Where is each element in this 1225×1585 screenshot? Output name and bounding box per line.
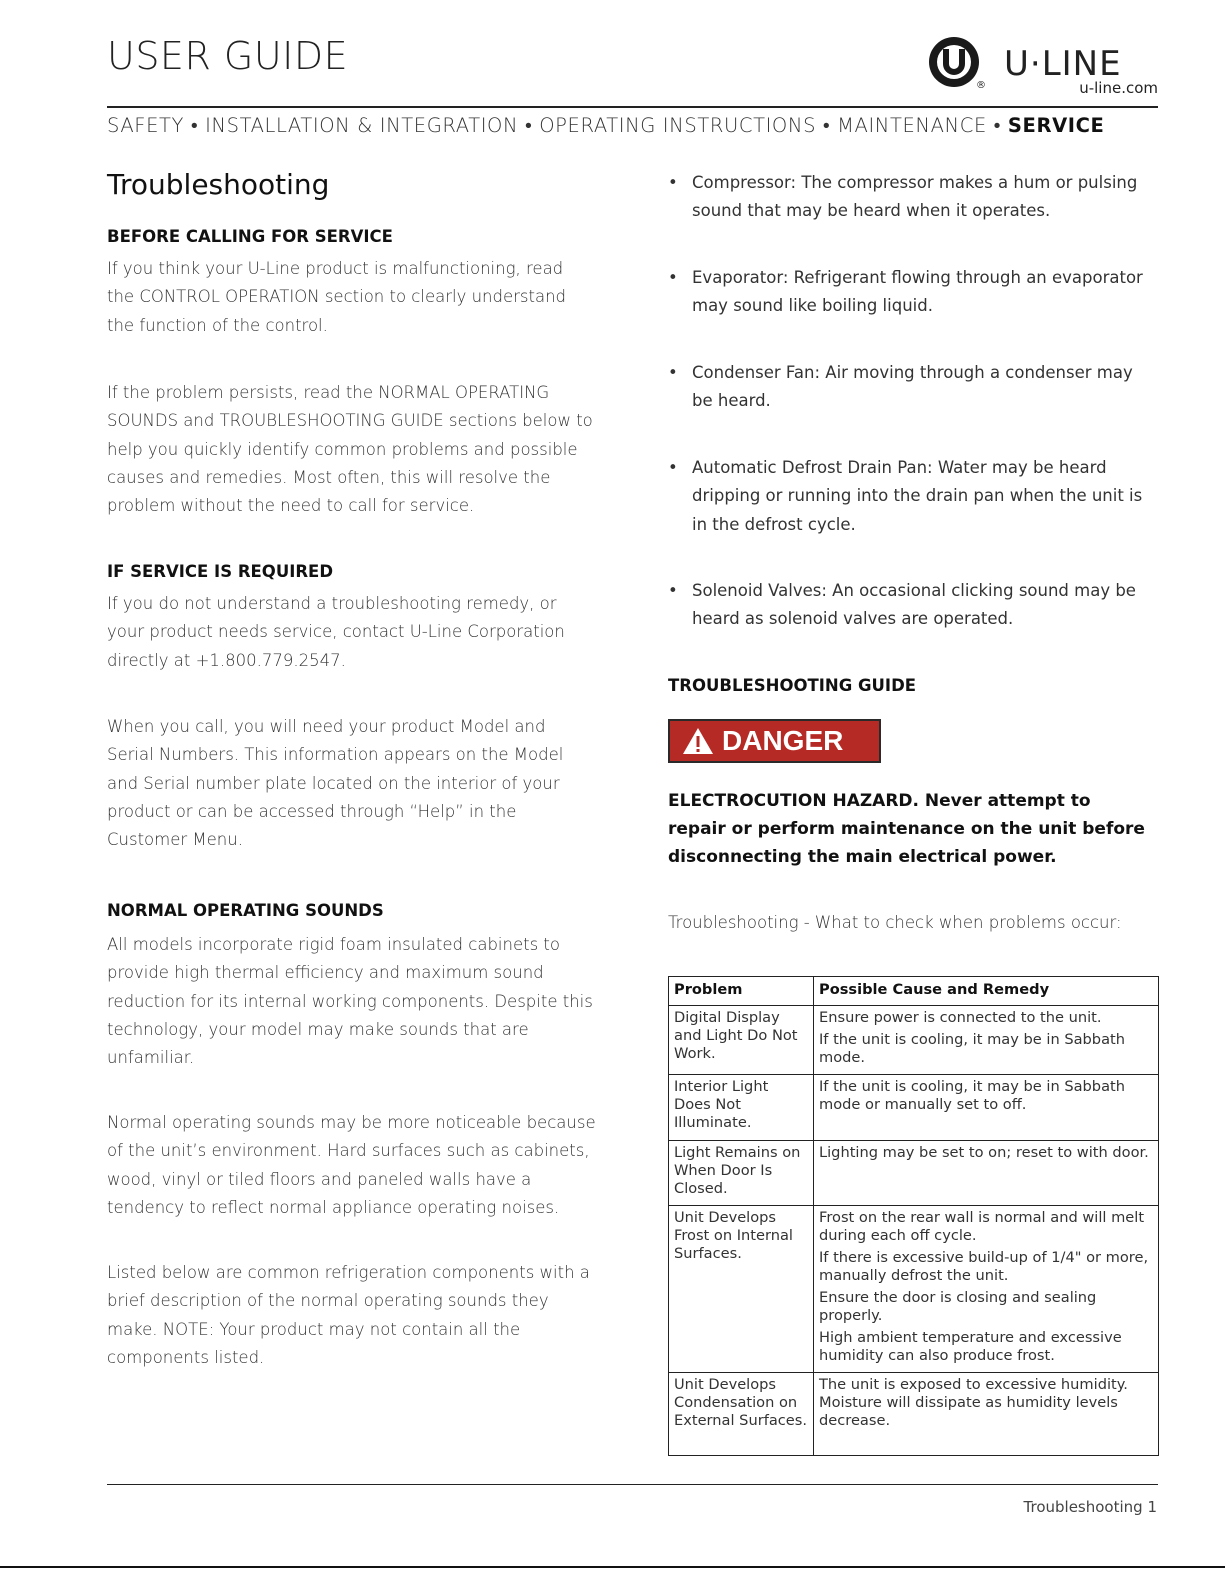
table-row	[669, 1206, 1159, 1373]
remedy: Ensure power is connected to the unit.	[819, 1009, 1102, 1026]
svg-text:®: ®	[976, 80, 986, 91]
header-divider	[107, 106, 1158, 108]
nav-operating: OPERATING INSTRUCTIONS	[539, 114, 817, 137]
table-header-row	[669, 977, 1159, 1006]
heading-before-calling: BEFORE CALLING FOR SERVICE	[107, 227, 393, 246]
list-item: • Solenoid Valves: An occasional clicking sound may be heard as solenoid valves are operated.	[668, 577, 1158, 634]
nav-maintenance: MAINTENANCE	[837, 114, 987, 137]
list-item: • Compressor: The compressor makes a hum or pulsing sound that may be heard when it operates.	[668, 169, 1158, 226]
problem-cell: Digital Display and Light Do Not Work.	[669, 1006, 814, 1075]
remedy-cell	[814, 1006, 1159, 1075]
nav-safety: SAFETY	[107, 114, 185, 137]
nav-separator: •	[518, 114, 540, 137]
u-line-logo	[926, 36, 1166, 96]
problem-cell: Unit Develops Frost on Internal Surfaces.	[669, 1206, 814, 1373]
danger-warning-text: ELECTROCUTION HAZARD. Never attempt to repair or perform maintenance on the unit before disconnecting the main electrical power.	[668, 791, 1145, 867]
section-title: Troubleshooting	[107, 168, 330, 201]
paragraph: If the problem persists, read the NORMAL OPERATING SOUNDS and TROUBLESHOOTING GUIDE sections below to help you quickly identify common problems and possible causes and remedies. Most often, this will resolve the problem without the need to call for service.	[107, 383, 593, 516]
nav-installation: INSTALLATION & INTEGRATION	[205, 114, 519, 137]
remedy: If the unit is cooling, it may be in Sabbath mode or manually set to off.	[819, 1078, 1125, 1113]
list-item: • Condenser Fan: Air moving through a condenser may be heard.	[668, 359, 1158, 416]
paragraph: If you think your U-Line product is malfunctioning, read the CONTROL OPERATION section to clearly understand the function of the control.	[107, 259, 567, 335]
troubleshooting-table	[668, 976, 1159, 1456]
remedy: High ambient temperature and excessive humidity can also produce frost.	[819, 1329, 1122, 1364]
paragraph: Listed below are common refrigeration components with a brief description of the normal operating sounds they make. NOTE: Your product may not contain all the components listed.	[107, 1263, 590, 1367]
nav-separator: •	[184, 114, 206, 137]
warning-triangle-icon	[682, 727, 714, 755]
remedy-cell	[814, 1373, 1159, 1456]
remedy-cell	[814, 1141, 1159, 1206]
danger-text: DANGER	[722, 725, 844, 756]
nav-separator: •	[986, 114, 1008, 137]
problem-cell: Interior Light Does Not Illuminate.	[669, 1075, 814, 1141]
nav-service-current: SERVICE	[1007, 114, 1105, 137]
document-title: USER GUIDE	[107, 34, 349, 78]
paragraph: Normal operating sounds may be more noticeable because of the unit’s environment. Hard surfaces such as cabinets, wood, vinyl or tiled floors and paneled walls have a tendency to reflect normal appliance operating noises.	[107, 1113, 596, 1217]
column-header-problem: Problem	[669, 977, 814, 1006]
remedy: If the unit is cooling, it may be in Sabbath mode.	[819, 1031, 1125, 1066]
list-item: • Automatic Defrost Drain Pan: Water may be heard dripping or running into the drain pan when the unit is in the defrost cycle.	[668, 454, 1158, 539]
problem-cell: Unit Develops Condensation on External Surfaces.	[669, 1373, 814, 1456]
svg-text:u-line.com: u-line.com	[1079, 79, 1158, 96]
page-footer-label: Troubleshooting 1	[1023, 1498, 1157, 1516]
svg-text:U·LINE: U·LINE	[1004, 44, 1122, 84]
table-row	[669, 1373, 1159, 1456]
heading-troubleshooting-guide: TROUBLESHOOTING GUIDE	[668, 676, 917, 695]
danger-label	[668, 719, 881, 763]
remedy: Lighting may be set to on; reset to with door.	[819, 1144, 1149, 1161]
remedy: The unit is exposed to excessive humidity. Moisture will dissipate as humidity levels decrease.	[819, 1376, 1128, 1429]
page-bottom-border	[0, 1566, 1225, 1568]
paragraph: When you call, you will need your product Model and Serial Numbers. This information appears on the Model and Serial number plate located on the interior of your product or can be accessed through “Help” in the Customer Menu.	[107, 717, 564, 850]
heading-service-required: IF SERVICE IS REQUIRED	[107, 562, 334, 581]
remedy: Frost on the rear wall is normal and will melt during each off cycle.	[819, 1209, 1145, 1244]
remedy: Ensure the door is closing and sealing properly.	[819, 1289, 1097, 1324]
section-nav	[107, 114, 1104, 138]
remedy-cell	[814, 1206, 1159, 1373]
table-row	[669, 1141, 1159, 1206]
heading-normal-sounds: NORMAL OPERATING SOUNDS	[107, 901, 384, 920]
table-row	[669, 1006, 1159, 1075]
nav-separator: •	[816, 114, 838, 137]
paragraph: If you do not understand a troubleshooting remedy, or your product needs service, contact U-Line Corporation directly at +1.800.779.2547.	[107, 594, 565, 670]
remedy-cell	[814, 1075, 1159, 1141]
footer-divider	[107, 1484, 1158, 1485]
table-intro: Troubleshooting - What to check when problems occur:	[668, 913, 1122, 932]
list-item: • Evaporator: Refrigerant flowing through an evaporator may sound like boiling liquid.	[668, 264, 1158, 321]
table-row	[669, 1075, 1159, 1141]
problem-cell: Light Remains on When Door Is Closed.	[669, 1141, 814, 1206]
remedy: If there is excessive build-up of 1/4" or more, manually defrost the unit.	[819, 1249, 1149, 1284]
column-header-remedy: Possible Cause and Remedy	[814, 977, 1159, 1006]
paragraph: All models incorporate rigid foam insulated cabinets to provide high thermal efficiency and maximum sound reduction for its internal working components. Despite this technology, your model may make sounds that are unfamiliar.	[107, 935, 593, 1068]
